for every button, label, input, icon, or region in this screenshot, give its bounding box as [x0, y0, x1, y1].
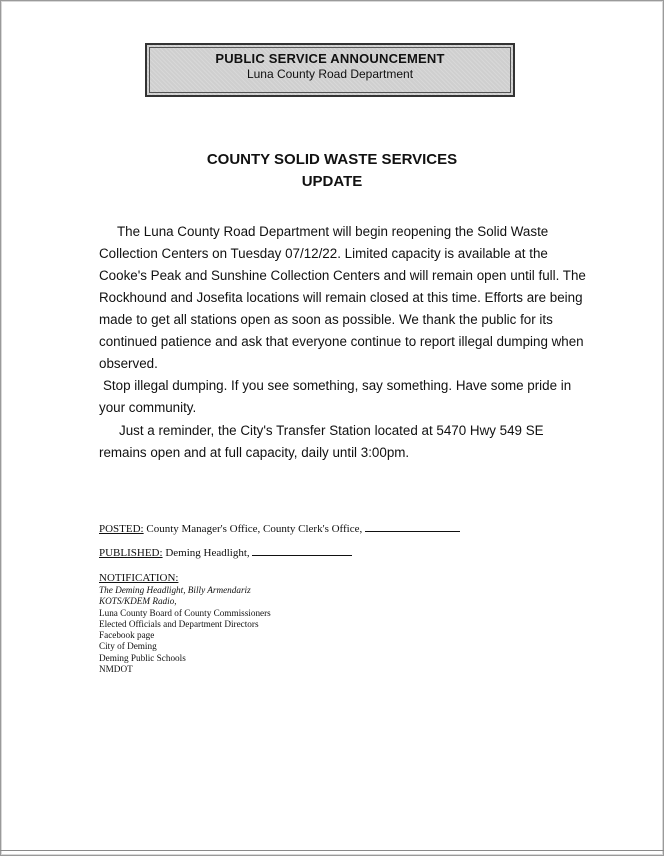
header-subtitle: Luna County Road Department: [246, 67, 414, 81]
paragraph-reopening: The Luna County Road Department will begin reopening the Solid Waste Collection Centers on Tuesday 07/12/22. Limited capacity is available at the Cooke's Peak and Sunshine Collection Centers and will remain open until full. The Rockhound and Josefita locations will remain closed at this time. Efforts are being made to get all stations open as soon as possible. We thank the public for its continued patience and ask that everyone continue to report illegal dumping when observed.: [99, 224, 586, 371]
posted-line: [99, 522, 460, 535]
document-title-line-1: COUNTY SOLID WASTE SERVICES: [206, 151, 458, 168]
posted-blank-line: [365, 522, 460, 532]
notification-item: Facebook page: [99, 630, 155, 641]
notification-list: [99, 585, 271, 675]
posted-text: County Manager's Office, County Clerk's Office,: [143, 523, 365, 535]
announcement-header-box: [145, 43, 515, 97]
notification-item: Deming Public Schools: [99, 652, 186, 663]
published-text: Deming Headlight,: [162, 547, 253, 559]
notification-item: NMDOT: [99, 664, 133, 675]
notification-item: Luna County Board of County Commissioners: [99, 607, 271, 618]
header-title: PUBLIC SERVICE ANNOUNCEMENT: [215, 51, 445, 66]
posted-label: POSTED:: [99, 523, 144, 535]
document-title-line-2: UPDATE: [301, 173, 363, 190]
paragraph-illegal-dumping: Stop illegal dumping. If you see something, say something. Have some pride in your community.: [99, 378, 572, 415]
published-label: PUBLISHED:: [99, 547, 163, 559]
notification-label: NOTIFICATION:: [99, 572, 179, 584]
notification-item: City of Deming: [99, 641, 157, 652]
published-line: [99, 546, 352, 559]
notification-item: The Deming Headlight, Billy Armendariz: [99, 585, 251, 595]
header-inner-border: [149, 47, 511, 93]
published-blank-line: [252, 546, 352, 556]
page-bottom-edge: [0, 850, 664, 851]
document-title: [0, 149, 664, 193]
notification-item: Elected Officials and Department Directors: [99, 618, 259, 629]
paragraph-transfer-station: Just a reminder, the City's Transfer Station located at 5470 Hwy 549 SE remains open and at full capacity, daily until 3:00pm.: [99, 423, 544, 460]
notification-item: KOTS/KDEM Radio,: [99, 596, 177, 607]
